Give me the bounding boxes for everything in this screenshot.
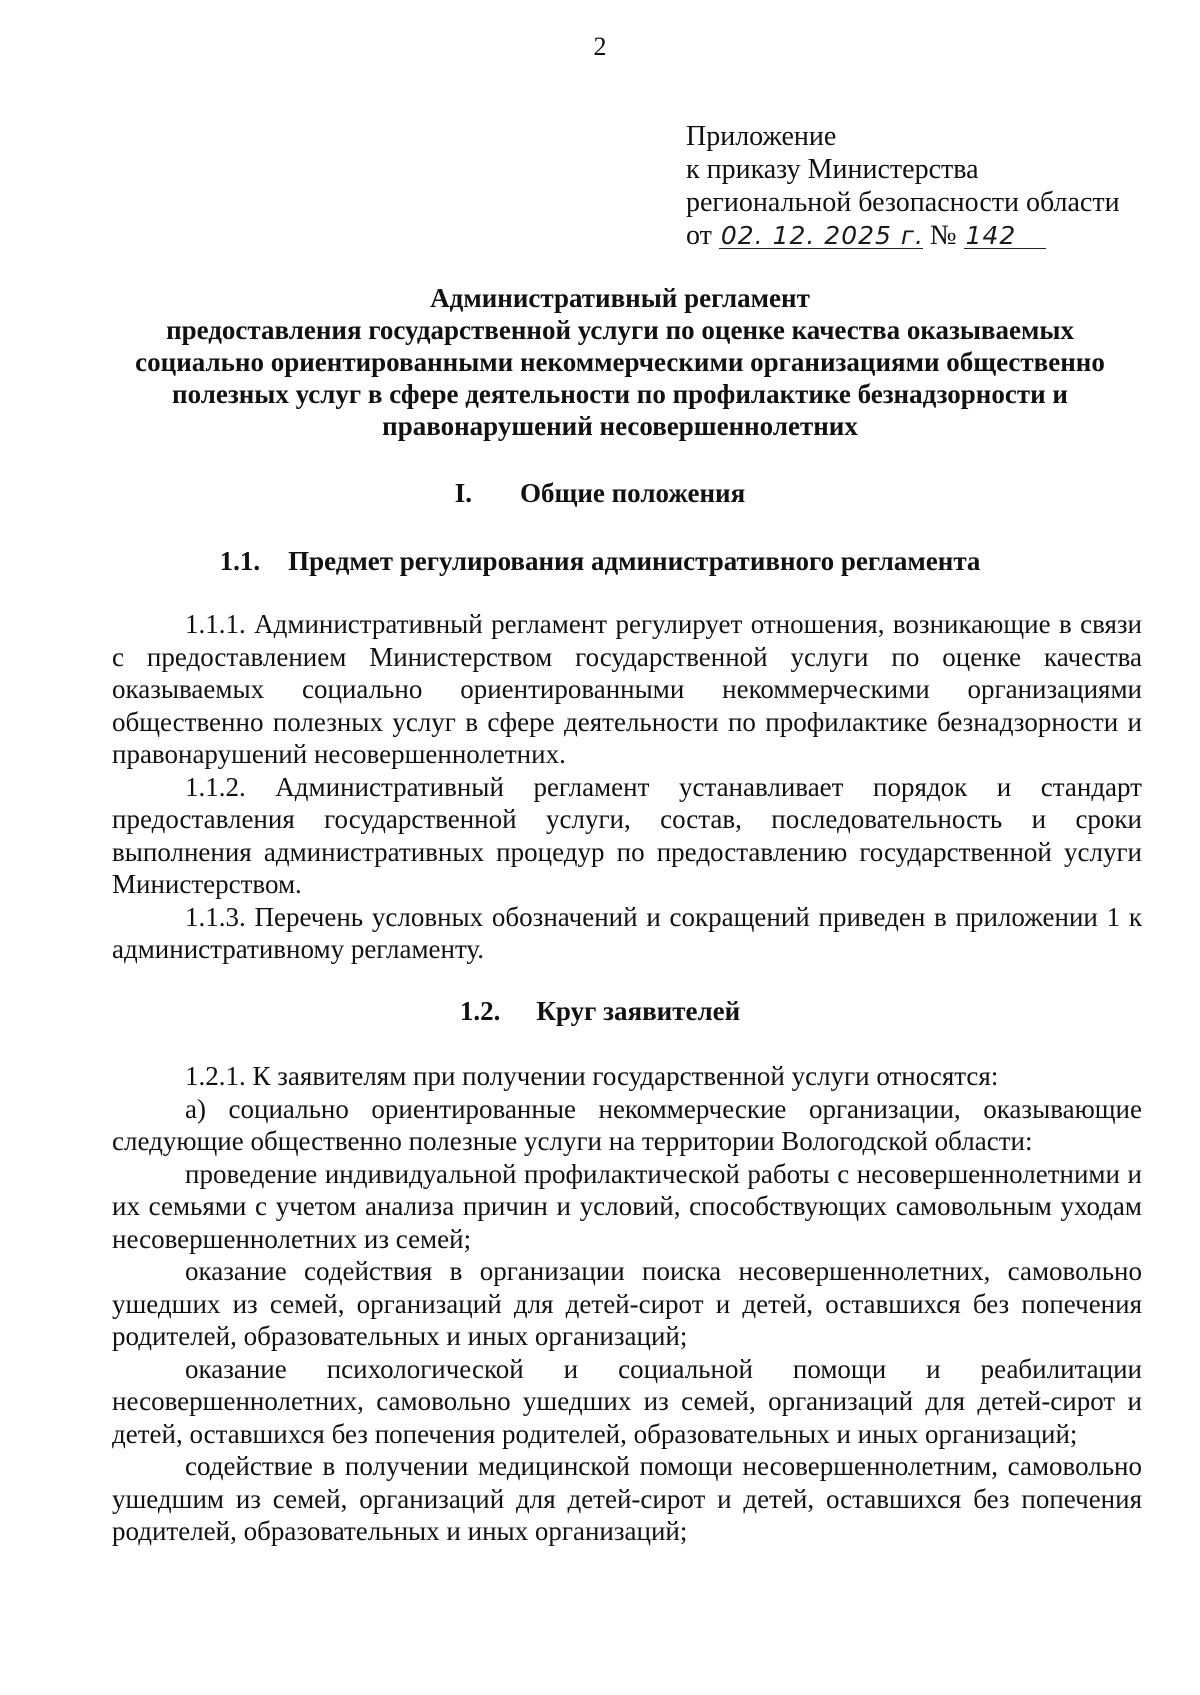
title-line-5: правонарушений несовершеннолетних — [382, 411, 858, 441]
section-1-1-body — [112, 608, 1142, 966]
approval-line-appendix: Приложение — [686, 121, 837, 152]
paragraph: 1.1.1. Административный регламент регулирует отношения, возникающие в связи с предоставлением Министерством государственной услуги по оценке качества оказываемых социально ориентированными некоммерческими организациями общественно полезных услуг в сфере деятельности по профилактике безнадзорности и правонарушений несовершеннолетних. — [112, 609, 1142, 769]
approval-line-date-number — [686, 219, 1120, 252]
paragraph: оказание психологической и социальной помощи и реабилитации несовершеннолетних, самовольно ушедших из семей, организаций для детей-сирот и детей, оставшихся без попечения родителей, образовательных и иных организаций; — [112, 1353, 1142, 1449]
paragraph: оказание содействия в организации поиска несовершеннолетних, самовольно ушедших из семей, организаций для детей-сирот и детей, оставшихся без попечения родителей, образовательных и иных организаций; — [112, 1256, 1142, 1351]
section-title: Общие положения — [520, 478, 746, 508]
handwritten-order-number: 142 — [964, 224, 1046, 249]
approval-line-order: к приказу Министерства — [686, 154, 979, 185]
approval-line-ministry: региональной безопасности области — [686, 187, 1120, 218]
number-prefix: № — [929, 220, 957, 251]
paragraph: проведение индивидуальной профилактической работы с несовершеннолетними и их семьями с учетом анализа причин и условий, способствующих самовольным уходам несовершеннолетних из семей; — [112, 1158, 1142, 1254]
title-line-4: полезных услуг в сфере деятельности по профилактике безнадзорности и — [172, 379, 1068, 409]
title-line-2: предоставления государственной услуги по оценке качества оказываемых — [166, 315, 1074, 345]
paragraph: 1.1.3. Перечень условных обозначений и сокращений приведен в приложении 1 к административному регламенту. — [112, 901, 1142, 964]
page-number: 2 — [593, 32, 607, 61]
section-heading-general — [0, 478, 1200, 509]
section-number: I. — [454, 478, 473, 508]
paragraph: 1.2.1. К заявителям при получении государственной услуги относятся: — [185, 1061, 999, 1091]
title-line-3: социально ориентированными некоммерческими организациями общественно — [135, 347, 1105, 377]
section-number: 1.1. — [219, 546, 261, 576]
section-heading-subject — [0, 546, 1200, 577]
title-line-1: Административный регламент — [430, 283, 810, 313]
document-title — [100, 282, 1140, 442]
section-heading-applicants — [0, 996, 1200, 1027]
section-title: Предмет регулирования административного регламента — [288, 546, 981, 576]
paragraph: а) социально ориентированные некоммерческие организации, оказывающие следующие общественно полезные услуги на территории Вологодской области: — [112, 1093, 1142, 1156]
handwritten-date: 02. 12. 2025 г. — [720, 221, 924, 250]
date-prefix: от — [686, 220, 712, 251]
paragraph: 1.1.2. Административный регламент устанавливает порядок и стандарт предоставления государственной услуги, состав, последовательность и сроки выполнения административных процедур по предоставлению государственной услуги Министерством. — [112, 771, 1142, 899]
section-title: Круг заявителей — [536, 996, 741, 1026]
section-1-2-body — [112, 1060, 1142, 1548]
approval-stamp-block — [686, 120, 1120, 252]
section-number: 1.2. — [459, 996, 501, 1026]
paragraph: содействие в получении медицинской помощи несовершеннолетним, самовольно ушедшим из семей, организаций для детей-сирот и детей, оставшихся без попечения родителей, образовательных и иных организаций; — [112, 1451, 1142, 1546]
